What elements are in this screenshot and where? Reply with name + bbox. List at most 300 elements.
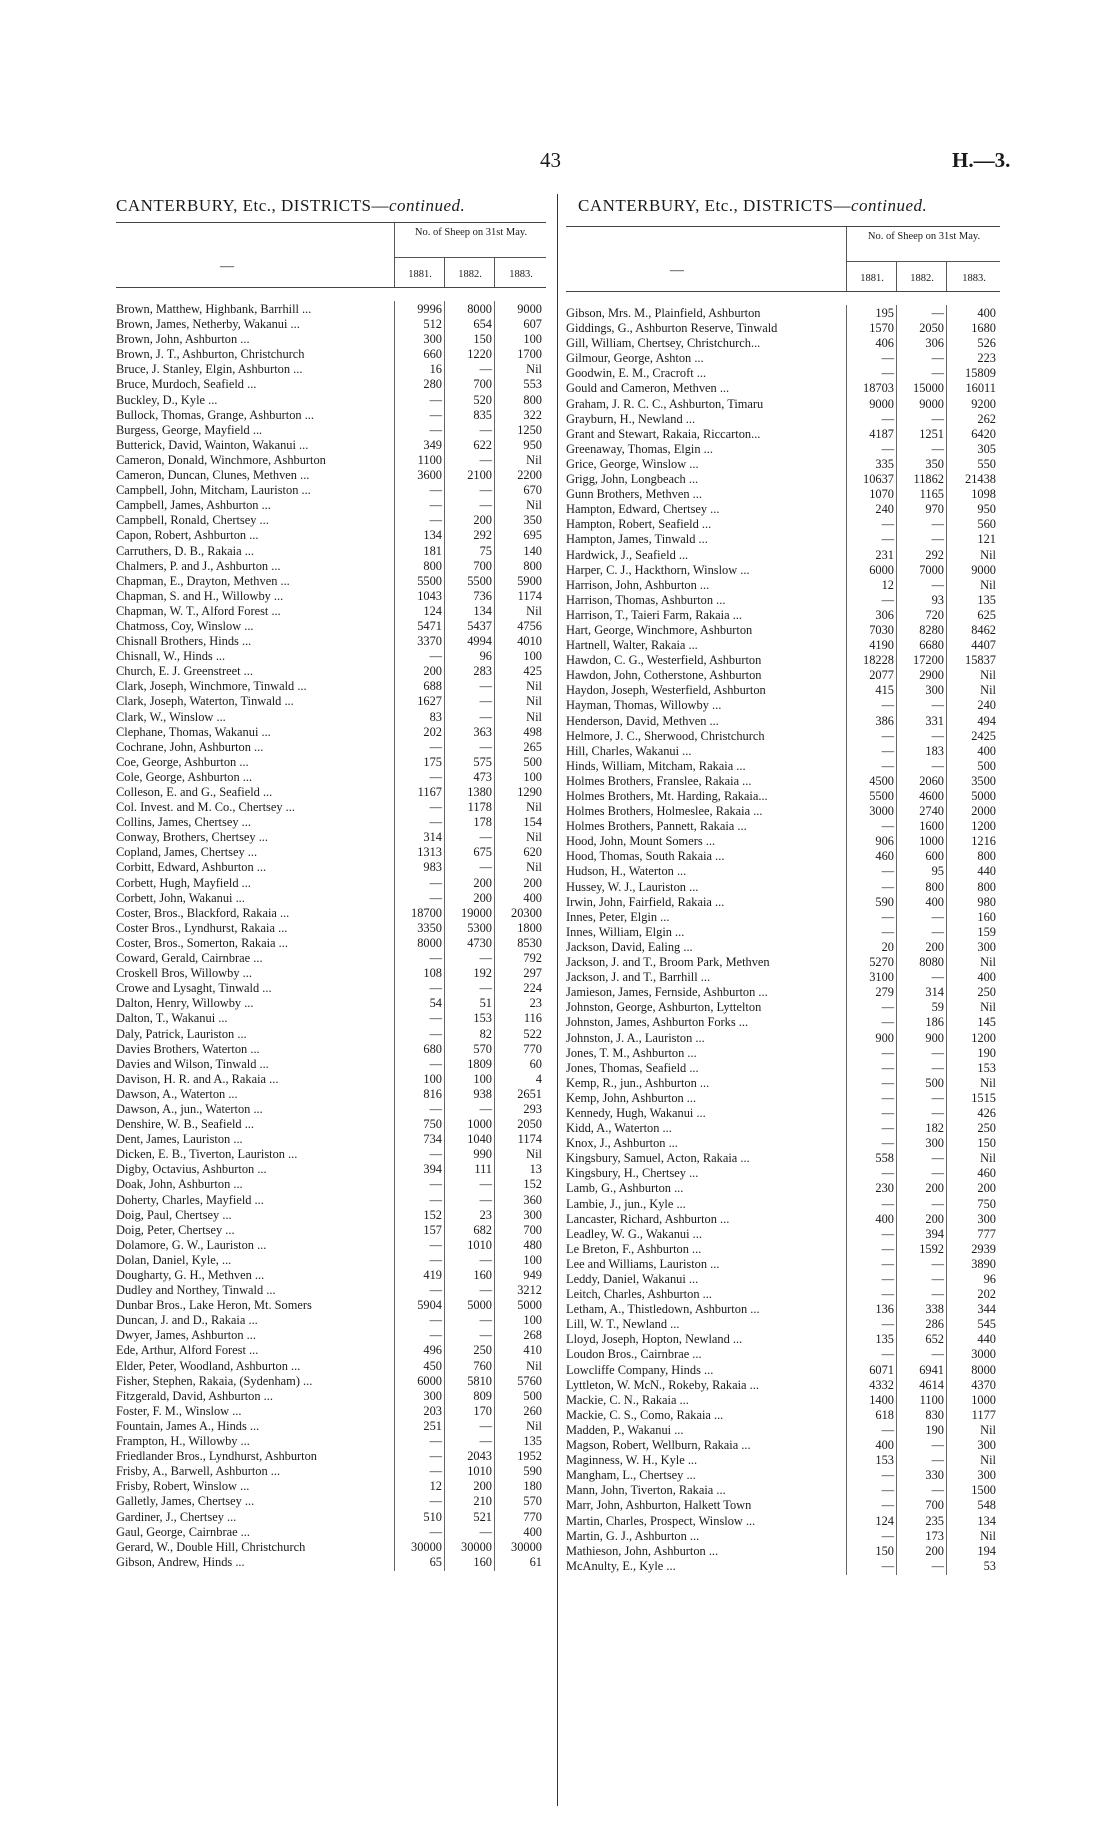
sheep-1882: — (931, 1060, 944, 1075)
sheep-1882: 300 (925, 1136, 944, 1151)
sheep-1882: 1600 (919, 819, 944, 834)
sheep-1881: 5500 (417, 573, 442, 588)
table-row (566, 638, 1000, 653)
table-row (566, 1408, 1000, 1423)
sheep-1882: 200 (925, 939, 944, 954)
sheep-1882: 17200 (913, 653, 944, 668)
sheep-1882: — (931, 1105, 944, 1120)
sheep-1882: 331 (925, 713, 944, 728)
sheep-1883: 800 (523, 392, 542, 407)
owner-name: Lamb, G., Ashburton ... (566, 1181, 684, 1196)
owner-name: Col. Invest. and M. Co., Chertsey ... (116, 800, 295, 815)
owner-name: Elder, Peter, Woodland, Ashburton ... (116, 1358, 301, 1373)
sheep-1882: 1251 (919, 426, 944, 441)
sheep-1883: Nil (526, 679, 542, 694)
sheep-1881: 3350 (417, 920, 442, 935)
sheep-1882: 200 (473, 890, 492, 905)
sheep-1883: 695 (523, 528, 542, 543)
sheep-1882: 330 (925, 1468, 944, 1483)
sheep-1881: — (429, 1147, 442, 1162)
owner-name: Harrison, T., Taieri Farm, Rakaia ... (566, 607, 742, 622)
table-row (566, 1438, 1000, 1453)
sheep-1882: 1000 (919, 834, 944, 849)
owner-name: Butterick, David, Wainton, Wakanui ... (116, 437, 309, 452)
left-name-col-dash: — (220, 259, 234, 274)
sheep-1882: 286 (925, 1317, 944, 1332)
table-row (116, 800, 546, 815)
sheep-1881: — (429, 875, 442, 890)
sheep-1883: 1680 (971, 321, 996, 336)
owner-name: Holmes Brothers, Mt. Harding, Rakaia... (566, 789, 768, 803)
table-row (116, 1117, 546, 1132)
sheep-1882: 521 (473, 1509, 492, 1524)
sheep-1882: 900 (925, 1030, 944, 1045)
table-row (566, 442, 1000, 457)
owner-name: Brown, John, Ashburton ... (116, 332, 250, 347)
sheep-1881: 5270 (869, 955, 894, 970)
table-row (116, 1208, 546, 1223)
table-row (116, 302, 546, 317)
sheep-1882: — (479, 709, 492, 724)
sheep-1883: 350 (523, 513, 542, 528)
sheep-1882: 200 (925, 1211, 944, 1226)
table-row (116, 604, 546, 619)
table-row (566, 1166, 1000, 1181)
owner-name: Grice, George, Winslow ... (566, 456, 699, 471)
table-row (566, 849, 1000, 864)
owner-name: Jones, T. M., Ashburton ... (566, 1045, 697, 1060)
owner-name: Denshire, W. B., Seafield ... (116, 1117, 254, 1132)
sheep-1882: 160 (473, 1268, 492, 1282)
sheep-1883: Nil (980, 683, 996, 698)
sheep-1882: 111 (474, 1162, 492, 1177)
owner-name: Kennedy, Hugh, Wakanui ... (566, 1105, 706, 1120)
sheep-1883: 550 (977, 456, 996, 471)
sheep-1883: 950 (523, 437, 542, 452)
sheep-1881: 1167 (417, 785, 442, 799)
sheep-1883: 560 (977, 517, 996, 532)
table-row (116, 1540, 546, 1555)
sheep-1882: 306 (925, 336, 944, 351)
sheep-1881: — (881, 1196, 894, 1211)
table-row (116, 1510, 546, 1525)
owner-name: Hardwick, J., Seafield ... (566, 547, 689, 562)
sheep-1883: 3000 (971, 1347, 996, 1362)
sheep-1883: 1174 (517, 588, 542, 603)
owner-name: Chapman, E., Drayton, Methven ... (116, 573, 290, 588)
sheep-1881: — (429, 815, 442, 830)
table-row (566, 1000, 1000, 1015)
table-row (116, 860, 546, 875)
sheep-1882: — (479, 679, 492, 694)
sheep-1883: 268 (523, 1328, 542, 1343)
sheep-1883: 426 (977, 1105, 996, 1120)
sheep-1882: 2043 (467, 1449, 492, 1464)
sheep-1881: 734 (423, 1132, 442, 1147)
sheep-1883: 800 (977, 849, 996, 864)
sheep-1882: — (931, 517, 944, 532)
table-row (566, 366, 1000, 381)
sheep-1881: — (429, 1494, 442, 1509)
owner-name: Grigg, John, Longbeach ... (566, 472, 699, 487)
owner-name: Kingsbury, Samuel, Acton, Rakaia ... (566, 1151, 750, 1166)
sheep-1883: 750 (977, 1196, 996, 1211)
sheep-1883: Nil (526, 1147, 542, 1162)
sheep-1881: 10637 (863, 472, 894, 487)
sheep-1883: Nil (526, 452, 542, 467)
sheep-1883: Nil (980, 547, 996, 562)
sheep-1882: 183 (925, 743, 944, 758)
sheep-1882: — (931, 1090, 944, 1105)
table-row (566, 1242, 1000, 1257)
sheep-1883: 200 (523, 875, 542, 890)
table-row (566, 729, 1000, 744)
sheep-1882: 2100 (467, 468, 492, 483)
sheep-1881: 30000 (411, 1539, 442, 1554)
sheep-1881: — (429, 1237, 442, 1252)
sheep-1882: — (479, 422, 492, 437)
owner-name: Hampton, Robert, Seafield ... (566, 517, 712, 532)
sheep-1881: 300 (423, 332, 442, 347)
sheep-1881: 108 (423, 966, 442, 981)
sheep-1881: 335 (875, 456, 894, 471)
right-year-1881: 1881. (860, 273, 884, 284)
sheep-1881: — (881, 411, 894, 426)
table-row (116, 483, 546, 498)
sheep-1882: — (931, 1287, 944, 1302)
sheep-1881: — (429, 1252, 442, 1267)
sheep-1881: — (429, 498, 442, 513)
table-row (116, 1238, 546, 1253)
sheep-1883: 13 (529, 1162, 542, 1177)
sheep-1883: 1800 (517, 920, 542, 935)
table-row (116, 332, 546, 347)
sheep-1881: — (429, 407, 442, 422)
owner-name: Kingsbury, H., Chertsey ... (566, 1166, 699, 1181)
table-row (566, 1091, 1000, 1106)
table-row (566, 759, 1000, 774)
sheep-1881: — (429, 1464, 442, 1479)
sheep-1881: — (881, 743, 894, 758)
sheep-1881: 1627 (417, 694, 442, 709)
left-year-1883: 1883. (509, 269, 533, 280)
sheep-1881: — (881, 1090, 894, 1105)
sheep-1883: 425 (523, 664, 542, 679)
owner-name: Jackson, J. and T., Barrhill ... (566, 970, 711, 985)
table-row (116, 936, 546, 951)
sheep-1883: Nil (526, 830, 542, 845)
sheep-1882: 363 (473, 724, 492, 739)
sheep-1881: — (429, 1283, 442, 1298)
sheep-1882: — (931, 909, 944, 924)
sheep-1883: 116 (523, 1011, 542, 1026)
sheep-1881: 5500 (869, 789, 894, 803)
table-row (116, 423, 546, 438)
sheep-1881: — (881, 1015, 894, 1030)
sheep-1881: 134 (423, 528, 442, 543)
owner-name: Mann, John, Tiverton, Rakaia ... (566, 1483, 726, 1498)
sheep-1881: 5471 (417, 618, 442, 633)
owner-name: Madden, P., Wakanui ... (566, 1422, 684, 1437)
sheep-1882: 675 (473, 845, 492, 860)
sheep-1883: 400 (977, 743, 996, 758)
sheep-1883: 360 (523, 1192, 542, 1207)
table-row (116, 1479, 546, 1494)
sheep-1881: — (429, 951, 442, 966)
sheep-1882: 8080 (919, 955, 944, 970)
owner-name: McAnulty, E., Kyle ... (566, 1558, 676, 1573)
sheep-1883: 1200 (971, 1030, 996, 1045)
table-row (566, 593, 1000, 608)
sheep-1883: 140 (523, 543, 542, 558)
table-row (566, 789, 1000, 804)
sheep-1883: 500 (523, 1388, 542, 1403)
owner-name: Irwin, John, Fairfield, Rakaia ... (566, 894, 725, 909)
sheep-1881: 181 (423, 543, 442, 558)
sheep-1881: — (429, 1177, 442, 1192)
sheep-1882: — (931, 1151, 944, 1166)
sheep-1881: — (429, 981, 442, 996)
owner-name: Bruce, Murdoch, Seafield ... (116, 377, 257, 392)
sheep-1883: 3212 (517, 1283, 542, 1298)
sheep-1882: — (931, 1256, 944, 1271)
sheep-1881: 18228 (863, 653, 894, 668)
sheep-1883: 1700 (517, 347, 542, 362)
sheep-1883: 96 (983, 1272, 996, 1286)
table-row (566, 1046, 1000, 1061)
sheep-1882: 652 (925, 1332, 944, 1347)
table-row (116, 408, 546, 423)
owner-name: Dudley and Northey, Tinwald ... (116, 1283, 276, 1298)
table-row (116, 1419, 546, 1434)
sheep-1883: 53 (983, 1558, 996, 1573)
sheep-1883: 2651 (517, 1086, 542, 1101)
table-row (566, 985, 1000, 1000)
table-row (116, 1434, 546, 1449)
table-row (116, 1087, 546, 1102)
owner-name: Loudon Bros., Cairnbrae ... (566, 1347, 702, 1362)
sheep-1883: 300 (977, 1468, 996, 1483)
table-row (116, 1313, 546, 1328)
owner-name: Campbell, James, Ashburton ... (116, 498, 271, 513)
sheep-1882: 190 (925, 1422, 944, 1437)
sheep-1883: 1952 (517, 1449, 542, 1464)
sheep-1881: 1070 (869, 487, 894, 502)
sheep-1882: 682 (473, 1222, 492, 1237)
table-row (116, 876, 546, 891)
right-year-1882: 1882. (910, 273, 934, 284)
sheep-1881: 750 (423, 1117, 442, 1132)
sheep-1883: 5760 (517, 1373, 542, 1388)
table-row (566, 427, 1000, 442)
sheep-1882: — (931, 1045, 944, 1060)
sheep-1883: 135 (523, 1434, 542, 1449)
table-row (116, 513, 546, 528)
sheep-1881: — (881, 1287, 894, 1302)
sheep-1882: 160 (473, 1554, 492, 1569)
sheep-1883: Nil (980, 955, 996, 970)
table-row (116, 453, 546, 468)
sheep-1882: 96 (479, 649, 492, 664)
sheep-1883: 5900 (517, 573, 542, 588)
sheep-1882: 153 (473, 1011, 492, 1026)
table-row (116, 317, 546, 332)
sheep-1882: 700 (473, 377, 492, 392)
owner-name: Corbett, Hugh, Mayfield ... (116, 875, 251, 890)
sheep-1883: 980 (977, 894, 996, 909)
sheep-1882: 830 (925, 1407, 944, 1422)
table-row (116, 1494, 546, 1509)
right-group-header: No. of Sheep on 31st May. (867, 231, 981, 242)
owner-name: Lee and Williams, Lauriston ... (566, 1256, 720, 1271)
sheep-1882: 200 (473, 1479, 492, 1494)
sheep-1882: 473 (473, 769, 492, 784)
sheep-1881: — (881, 1528, 894, 1543)
sheep-1881: — (881, 1045, 894, 1060)
owner-name: Davies and Wilson, Tinwald ... (116, 1056, 269, 1071)
owner-name: Lambie, J., jun., Kyle ... (566, 1196, 686, 1211)
sheep-1883: 4407 (971, 638, 996, 653)
sheep-1883: 200 (977, 1181, 996, 1196)
sheep-1883: 2425 (971, 728, 996, 743)
table-row (116, 1298, 546, 1313)
owner-name: Friedlander Bros., Lyndhurst, Ashburton (116, 1449, 317, 1464)
sheep-1882: 93 (931, 592, 944, 607)
sheep-1882: — (931, 758, 944, 773)
table-row (566, 321, 1000, 336)
sheep-1881: 394 (423, 1162, 442, 1177)
table-row (566, 1317, 1000, 1332)
table-row (116, 740, 546, 755)
sheep-1881: 1570 (869, 321, 894, 336)
table-row (566, 910, 1000, 925)
owner-name: Bullock, Thomas, Grange, Ashburton ... (116, 407, 315, 422)
table-row (116, 1253, 546, 1268)
table-row (116, 1057, 546, 1072)
sheep-1881: 2077 (869, 668, 894, 683)
sheep-1881: 688 (423, 679, 442, 694)
owner-name: Dawson, A., Waterton ... (116, 1086, 238, 1101)
owner-name: Corbett, John, Wakanui ... (116, 890, 245, 905)
sheep-1883: 553 (523, 377, 542, 392)
sheep-1881: 230 (875, 1181, 894, 1196)
sheep-1883: 260 (523, 1403, 542, 1418)
sheep-1883: 23 (529, 996, 542, 1011)
sheep-1882: 990 (473, 1147, 492, 1162)
table-row (116, 694, 546, 709)
sheep-1882: 1010 (467, 1464, 492, 1479)
owner-name: Brown, James, Netherby, Wakanui ... (116, 317, 300, 332)
sheep-1881: 231 (875, 547, 894, 562)
sheep-1881: 983 (423, 860, 442, 875)
sheep-1881: 279 (875, 985, 894, 1000)
sheep-1881: 124 (423, 603, 442, 618)
sheep-1881: 680 (423, 1041, 442, 1056)
sheep-1881: 300 (423, 1388, 442, 1403)
owner-name: Coe, George, Ashburton ... (116, 754, 249, 769)
sheep-1882: 192 (473, 966, 492, 981)
sheep-1883: 1177 (971, 1407, 996, 1422)
sheep-1881: 124 (875, 1513, 894, 1528)
owner-name: Colleson, E. and G., Seafield ... (116, 785, 273, 799)
owner-name: Duncan, J. and D., Rakaia ... (116, 1313, 258, 1328)
sheep-1883: 190 (977, 1045, 996, 1060)
sheep-1883: 305 (977, 441, 996, 456)
sheep-1882: 170 (473, 1403, 492, 1418)
table-row (116, 710, 546, 725)
sheep-1883: 134 (977, 1513, 996, 1528)
sheep-1881: — (881, 1121, 894, 1136)
sheep-1883: 5000 (971, 789, 996, 803)
sheep-1882: — (479, 1418, 492, 1433)
owner-name: Fisher, Stephen, Rakaia, (Sydenham) ... (116, 1373, 313, 1388)
sheep-1883: 121 (977, 532, 996, 547)
sheep-1881: 9996 (417, 302, 442, 316)
sheep-1881: 558 (875, 1151, 894, 1166)
owner-name: Corbitt, Edward, Ashburton ... (116, 860, 267, 875)
owner-name: Kemp, R., jun., Ashburton ... (566, 1075, 710, 1090)
table-row (116, 951, 546, 966)
sheep-1883: 300 (977, 1211, 996, 1226)
sheep-1883: 607 (523, 317, 542, 332)
owner-name: Dicken, E. B., Tiverton, Lauriston ... (116, 1147, 298, 1162)
sheep-1881: — (881, 1498, 894, 1513)
table-row (566, 306, 1000, 321)
sheep-1883: 30000 (511, 1539, 542, 1554)
sheep-1881: — (429, 1192, 442, 1207)
owner-name: Campbell, John, Mitcham, Lauriston ... (116, 483, 311, 498)
sheep-1881: — (881, 351, 894, 366)
sheep-1882: 173 (925, 1528, 944, 1543)
sheep-1883: Nil (526, 1358, 542, 1373)
sheep-1882: 4600 (919, 789, 944, 803)
sheep-1881: — (429, 649, 442, 664)
sheep-1883: 4010 (517, 634, 542, 649)
sheep-1882: 292 (925, 547, 944, 562)
sheep-1882: — (931, 1347, 944, 1362)
table-row (566, 1272, 1000, 1287)
sheep-1882: 800 (925, 879, 944, 894)
sheep-1882: 314 (925, 985, 944, 1000)
sheep-1882: 700 (473, 558, 492, 573)
owner-name: Croskell Bros, Willowby ... (116, 966, 252, 981)
sheep-1882: — (931, 1483, 944, 1498)
left-group-header: No. of Sheep on 31st May. (414, 227, 528, 238)
sheep-1881: 5904 (417, 1298, 442, 1313)
table-row (566, 472, 1000, 487)
sheep-1883: 2939 (971, 1241, 996, 1256)
sheep-1881: — (881, 1422, 894, 1437)
table-row (116, 891, 546, 906)
sheep-1882: 835 (473, 407, 492, 422)
owner-name: Harrison, Thomas, Ashburton ... (566, 592, 726, 607)
owner-name: Hart, George, Winchmore, Ashburton (566, 622, 753, 637)
sheep-1882: 2900 (919, 668, 944, 683)
sheep-1883: 9000 (517, 302, 542, 316)
left-year-1881: 1881. (408, 269, 432, 280)
table-row (116, 1268, 546, 1283)
sheep-1883: 300 (977, 1438, 996, 1453)
table-row (566, 1197, 1000, 1212)
sheep-1881: 4500 (869, 773, 894, 788)
sheep-1883: 1000 (971, 1392, 996, 1407)
sheep-1882: 30000 (461, 1539, 492, 1554)
table-row (566, 1347, 1000, 1362)
table-row (116, 981, 546, 996)
sheep-1883: 8000 (971, 1362, 996, 1377)
sheep-1883: 1250 (517, 422, 542, 437)
sheep-1881: — (881, 909, 894, 924)
